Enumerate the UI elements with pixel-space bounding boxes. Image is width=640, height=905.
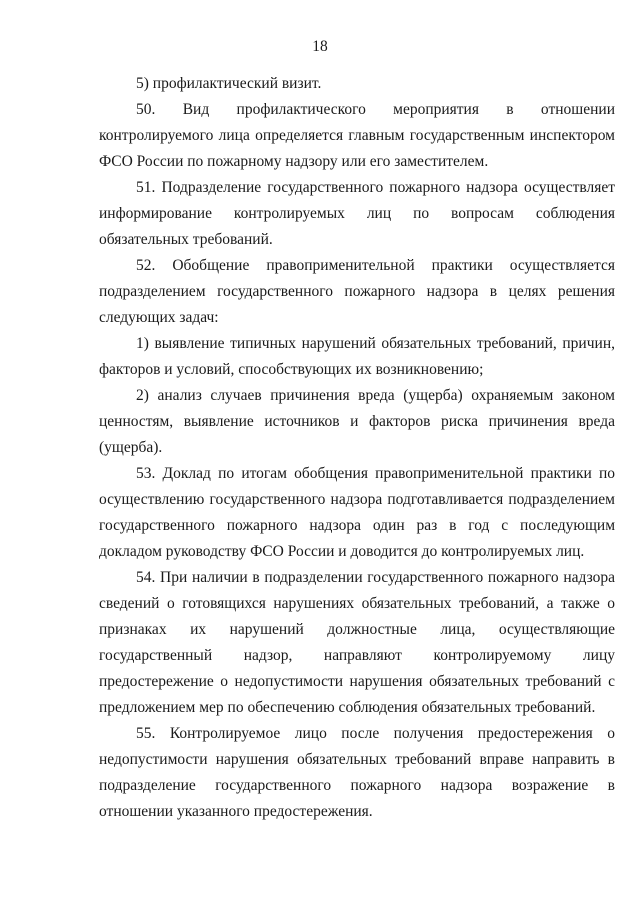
paragraph-53: 53. Доклад по итогам обобщения правоприменительной практики по осуществлению государственного надзора подготавливается подразделением государственного пожарного надзора один раз в год с последующим докладом руководству ФСО России и доводится до контролируемых лиц. (99, 465, 615, 560)
paragraph-50: 50. Вид профилактического мероприятия в отношении контролируемого лица определяется главным государственным инспектором ФСО России по пожарному надзору или его заместителем. (99, 101, 615, 170)
paragraph-55: 55. Контролируемое лицо после получения предостережения о недопустимости нарушения обязательных требований вправе направить в подразделение государственного пожарного надзора возражение в отношении указанного предостережения. (99, 725, 615, 820)
paragraph-52-item-1: 1) выявление типичных нарушений обязательных требований, причин, факторов и условий, способствующих их возникновению; (99, 335, 615, 378)
page-number: 18 (312, 38, 328, 55)
paragraph-item-5: 5) профилактический визит. (136, 75, 322, 92)
paragraph-52-item-2: 2) анализ случаев причинения вреда (ущерба) охраняемым законом ценностям, выявление источников и факторов риска причинения вреда (ущерба). (99, 387, 615, 456)
paragraph-52: 52. Обобщение правоприменительной практики осуществляется подразделением государственного пожарного надзора в целях решения следующих задач: (99, 257, 615, 326)
paragraph-51: 51. Подразделение государственного пожарного надзора осуществляет информирование контролируемых лиц по вопросам соблюдения обязательных требований. (99, 179, 615, 248)
document-body (99, 71, 615, 825)
paragraph-54: 54. При наличии в подразделении государственного пожарного надзора сведений о готовящихся нарушениях обязательных требований, а также о признаках их нарушений должностные лица, осуществляющие государственный надзор, направляют контролируемому лицу предостережение о недопустимости нарушения обязательных требований с предложением мер по обеспечению соблюдения обязательных требований. (99, 569, 615, 716)
